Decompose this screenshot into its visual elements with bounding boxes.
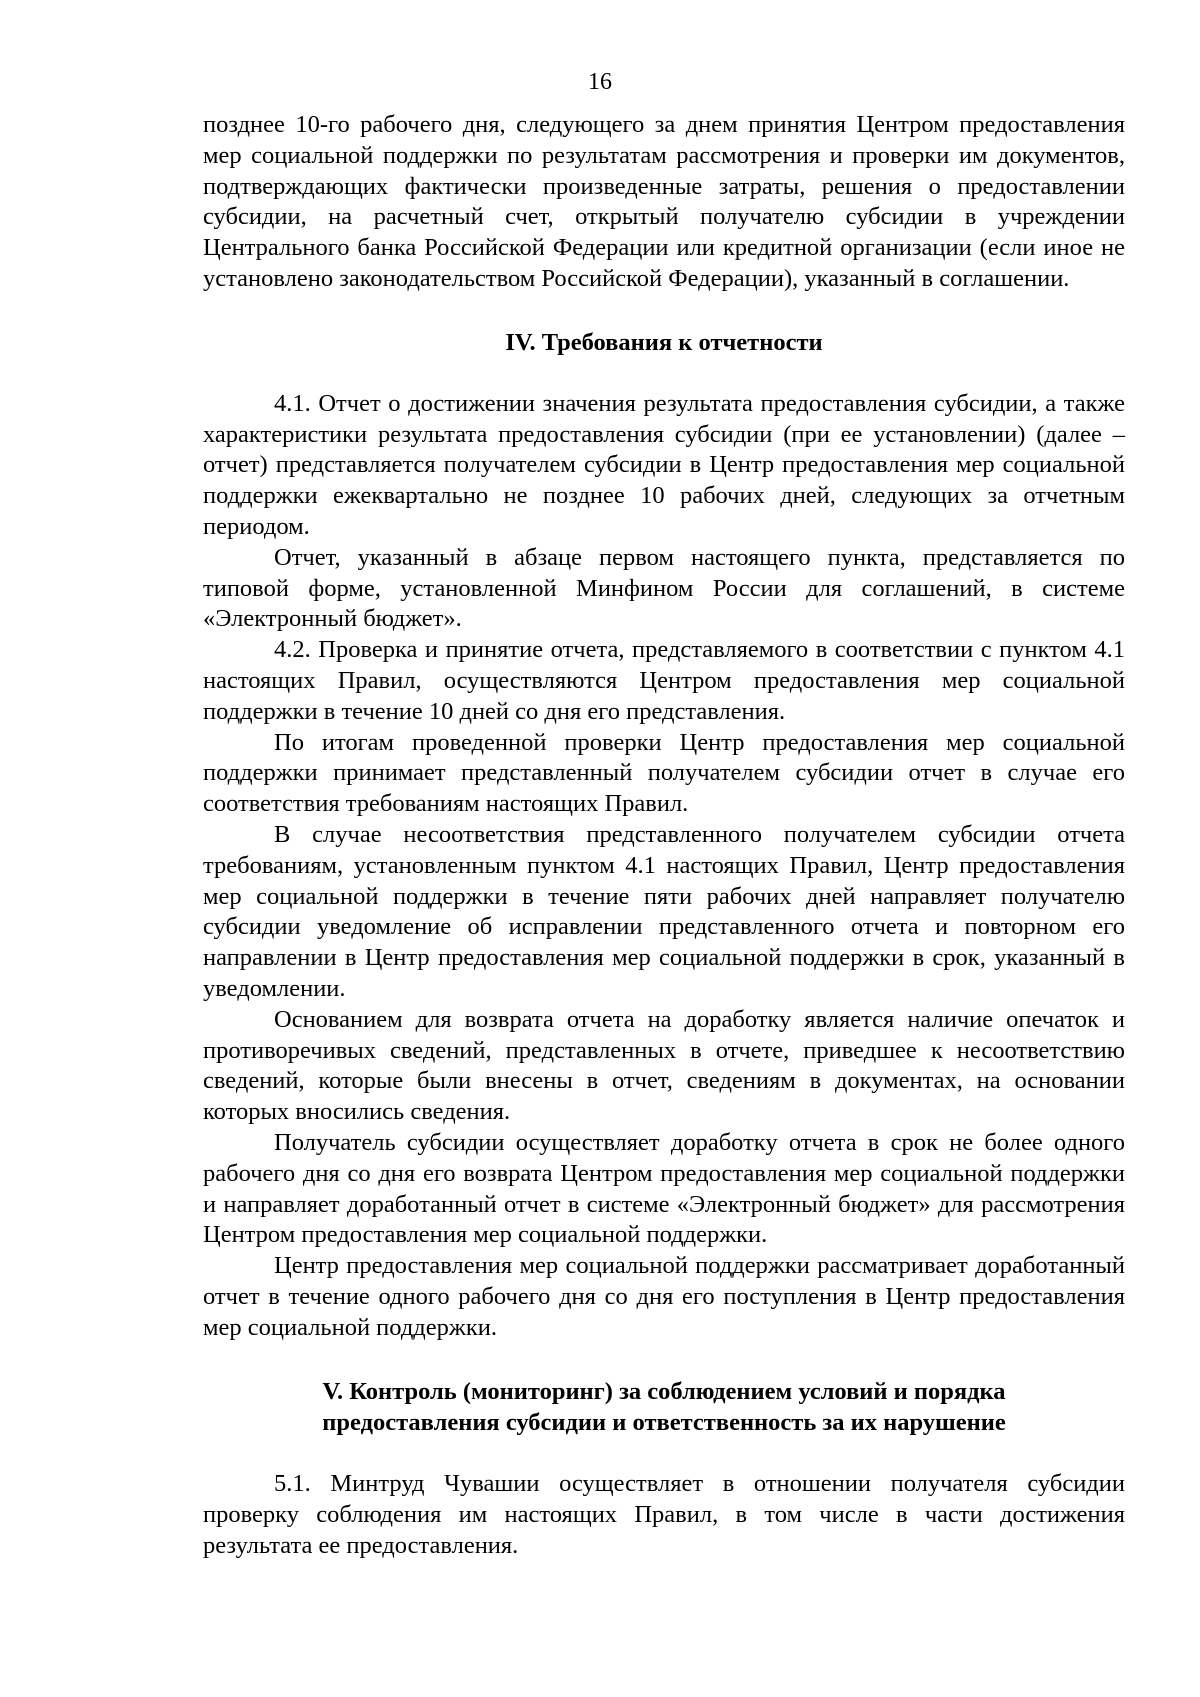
intro-paragraph: позднее 10-го рабочего дня, следующего за днем принятия Центром предоставления мер социальной поддержки по результатам рассмотрения и проверки им документов, подтверждающих фактически произведенные затраты, решения о предоставлении субсидии, на расчетный счет, открытый получателю субсидии в учреждении Центрального банка Российской Федерации или кредитной организации (если иное не установлено законодательством Российской Федерации), указанный в соглашении. — [203, 111, 1125, 292]
section-5-heading-line-1: V. Контроль (мониторинг) за соблюдением условий и порядка — [322, 1378, 1006, 1406]
section-5-heading — [203, 1376, 1125, 1438]
paragraph-4-2-review: Центр предоставления мер социальной поддержки рассматривает доработанный отчет в течение одного рабочего дня со дня его поступления в Центр предоставления мер социальной поддержки. — [203, 1252, 1125, 1341]
paragraph-4-2-return-grounds: Основанием для возврата отчета на доработку является наличие опечаток и противоречивых сведений, представленных в отчете, приведшее к несоответствию сведений, которые были внесены в отчет, сведениям в документах, на основании которых вносились сведения. — [203, 1005, 1125, 1126]
section-4-heading — [203, 327, 1125, 358]
paragraph-4-2-acceptance: По итогам проведенной проверки Центр предоставления мер социальной поддержки принимает представленный получателем субсидии отчет в случае его соответствия требованиям настоящих Правил. — [203, 728, 1125, 818]
document-body — [203, 110, 1125, 1562]
paragraph-4-2-nonconformity: В случае несоответствия представленного получателем субсидии отчета требованиям, установленным пунктом 4.1 настоящих Правил, Центр предоставления мер социальной поддержки в течение пяти рабочих дней направляет получателю субсидии уведомление об исправлении представленного отчета и повторном его направлении в Центр предоставления мер социальной поддержки в срок, указанный в уведомлении. — [203, 820, 1125, 1002]
paragraph-4-2: 4.2. Проверка и принятие отчета, представляемого в соответствии с пунктом 4.1 настоящих Правил, осуществляются Центром предоставления мер социальной поддержки в течение 10 дней со дня его представления. — [203, 636, 1125, 725]
page-number: 16 — [588, 69, 612, 95]
section-5-heading-line-2: предоставления субсидии и ответственность за их нарушение — [322, 1409, 1006, 1437]
paragraph-4-2-rework: Получатель субсидии осуществляет доработку отчета в срок не более одного рабочего дня со дня его возврата Центром предоставления мер социальной поддержки и направляет доработанный отчет в системе «Электронный бюджет» для рассмотрения Центром предоставления мер социальной поддержки. — [203, 1128, 1125, 1249]
paragraph-4-1-form: Отчет, указанный в абзаце первом настоящего пункта, представляется по типовой форме, установленной Минфином России для соглашений, в системе «Электронный бюджет». — [203, 543, 1125, 633]
section-4-heading-text: IV. Требования к отчетности — [505, 328, 823, 356]
paragraph-5-1: 5.1. Минтруд Чувашии осуществляет в отношении получателя субсидии проверку соблюдения им настоящих Правил, в том числе в части достижения результата ее предоставления. — [203, 1470, 1125, 1560]
paragraph-4-1: 4.1. Отчет о достижении значения результата предоставления субсидии, а также характеристики результата предоставления субсидии (при ее установлении) (далее – отчет) представляется получателем субсидии в Центр предоставления мер социальной поддержки ежеквартально не позднее 10 рабочих дней, следующих за отчетным периодом. — [203, 389, 1125, 540]
